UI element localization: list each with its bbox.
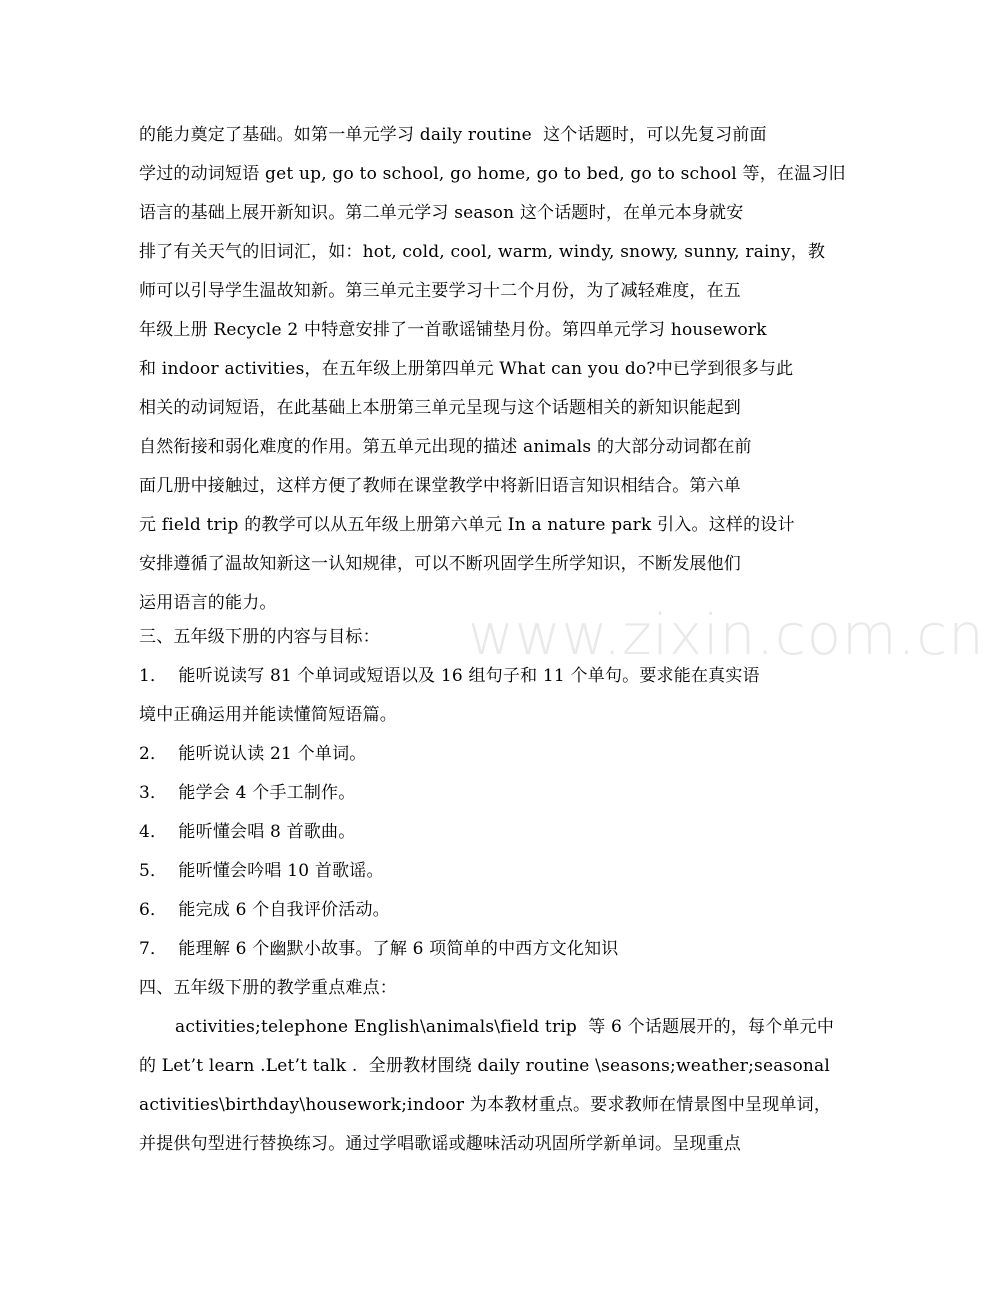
paragraph-line: 排了有关天气的旧词汇，如：hot, cold, cool, warm, windy, snowy, sunny, rainy，教	[139, 242, 826, 262]
paragraph-line: 的能力奠定了基础。如第一单元学习 daily routine 这个话题时，可以先复习前面	[139, 125, 767, 145]
list-item: 7． 能理解 6 个幽默小故事。了解 6 项简单的中西方文化知识	[139, 939, 619, 959]
paragraph-line: 的 Let’t learn .Let’t talk . 全册教材围绕 daily routine \seasons;weather;seasonal	[139, 1056, 831, 1076]
paragraph-line: 语言的基础上展开新知识。第二单元学习 season 这个话题时，在单元本身就安	[139, 203, 744, 223]
list-item-continuation: 境中正确运用并能读懂简短语篇。	[139, 705, 397, 725]
list-item: 5． 能听懂会吟唱 10 首歌谣。	[139, 861, 384, 881]
list-item: 2． 能听说认读 21 个单词。	[139, 744, 367, 764]
paragraph-line: 安排遵循了温故知新这一认知规律，可以不断巩固学生所学知识，不断发展他们	[139, 554, 741, 574]
section-heading: 四、五年级下册的教学重点难点：	[139, 978, 397, 998]
list-item: 1． 能听说读写 81 个单词或短语以及 16 组句子和 11 个单句。要求能在真实语	[139, 666, 760, 686]
paragraph-line: 相关的动词短语，在此基础上本册第三单元呈现与这个话题相关的新知识能起到	[139, 398, 741, 418]
paragraph-line: 元 field trip 的教学可以从五年级上册第六单元 In a nature park 引入。这样的设计	[139, 515, 795, 535]
paragraph-line: 和 indoor activities，在五年级上册第四单元 What can you do?中已学到很多与此	[139, 359, 794, 379]
list-item: 3． 能学会 4 个手工制作。	[139, 783, 356, 803]
paragraph-line: 面几册中接触过，这样方便了教师在课堂教学中将新旧语言知识相结合。第六单	[139, 476, 741, 496]
watermark: www.zixin.com.cn	[468, 603, 985, 668]
paragraph-line: 师可以引导学生温故知新。第三单元主要学习十二个月份，为了减轻难度，在五	[139, 281, 741, 301]
paragraph-line: 学过的动词短语 get up, go to school, go home, go to bed, go to school 等，在温习旧	[139, 164, 846, 184]
section-heading: 三、五年级下册的内容与目标：	[139, 627, 380, 647]
list-item: 6． 能完成 6 个自我评价活动。	[139, 900, 390, 920]
paragraph-line: activities;telephone English\animals\field trip 等 6 个话题展开的，每个单元中	[175, 1017, 835, 1037]
paragraph-line: 运用语言的能力。	[139, 593, 277, 613]
paragraph-line: activities\birthday\housework;indoor 为本教材重点。要求教师在情景图中呈现单词，	[139, 1095, 832, 1115]
list-item: 4． 能听懂会唱 8 首歌曲。	[139, 822, 356, 842]
paragraph-line: 年级上册 Recycle 2 中特意安排了一首歌谣铺垫月份。第四单元学习 housework	[139, 320, 767, 340]
paragraph-line: 自然衔接和弱化难度的作用。第五单元出现的描述 animals 的大部分动词都在前	[139, 437, 752, 457]
paragraph-line: 并提供句型进行替换练习。通过学唱歌谣或趣味活动巩固所学新单词。呈现重点	[139, 1134, 741, 1154]
